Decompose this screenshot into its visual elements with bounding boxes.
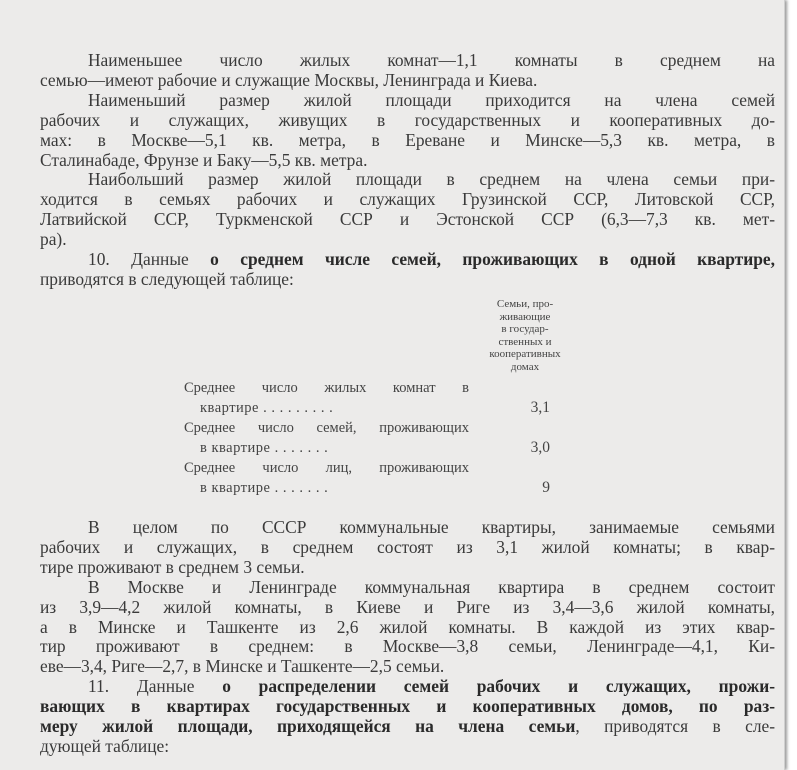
text-line	[88, 169, 775, 189]
text-segment: Наименьшее число жилых комнат—1,1 комнаты в среднем на	[88, 50, 775, 70]
text-segment: дующей таблице:	[40, 735, 170, 756]
text-segment: семью—имеют рабочие и служащие Москвы, Ленинграда и Киева.	[40, 69, 538, 90]
text-line	[40, 130, 775, 150]
text-line	[88, 676, 775, 696]
text-line	[88, 90, 775, 110]
row-label-cont: квартире . . . . . . . . .	[200, 400, 334, 416]
text-line	[88, 50, 775, 70]
text-line	[88, 577, 775, 597]
bold-text: о распределении семей рабочих и служащих, прожи-	[222, 676, 776, 697]
text-segment: Наибольший размер жилой площади в среднем на члена семьи при-	[88, 169, 775, 190]
row-value: 3,1	[530, 399, 550, 416]
text-segment: рабочих и служащих, в среднем состоят из 3,1 жилой комнаты; в квар-	[40, 536, 775, 557]
text-segment: 10. Данные	[88, 249, 211, 269]
text-segment: В Москве и Ленинграде коммунальная квартира в среднем состоит	[88, 576, 775, 597]
text-segment: Сталинабаде, Фрунзе и Баку—5,5 кв. метра.	[40, 149, 368, 170]
text-segment: Наименьший размер жилой площади приходится на члена семей	[88, 89, 775, 110]
row-label: Среднее число лиц, проживающих	[184, 460, 469, 476]
table-column-header: Семьи, про- живающие в государ- ственных и кооперативных домах	[489, 298, 561, 373]
text-line	[88, 249, 775, 269]
text-line	[40, 189, 775, 209]
text-line	[40, 209, 775, 229]
text-segment: ходится в семьях рабочих и служащих Грузинской ССР, Литовской ССР,	[40, 189, 775, 210]
row-label: Среднее число жилых комнат в	[184, 380, 469, 396]
row-label-cont: в квартире . . . . . . .	[200, 480, 329, 496]
text-line	[40, 696, 775, 716]
text-line	[40, 736, 775, 756]
text-line	[40, 150, 775, 170]
text-line	[40, 537, 775, 557]
text-line	[40, 557, 775, 577]
table-row	[184, 378, 469, 418]
text-segment: рабочих и служащих, живущих в государственных и кооперативных до-	[40, 109, 775, 130]
text-line	[40, 656, 775, 676]
text-line	[40, 716, 775, 736]
text-line	[88, 517, 775, 537]
text-line	[40, 110, 775, 130]
text-line	[40, 617, 775, 637]
text-segment: мах: в Москве—5,1 кв. метра, в Ереване и Минске—5,3 кв. метра, в	[40, 129, 775, 150]
text-line	[40, 229, 775, 249]
table-row	[184, 418, 469, 458]
text-segment: а в Минске и Ташкенте из 2,6 жилой комнаты. В каждой из этих квар-	[40, 616, 775, 637]
text-line	[40, 636, 775, 656]
text-segment: ра).	[40, 229, 67, 250]
bold-text: меру жилой площади, приходящейся на члена семьи	[40, 716, 576, 736]
text-line	[40, 597, 775, 617]
text-line	[40, 269, 775, 289]
text-segment: , приводятся в сле-	[575, 716, 776, 736]
text-line	[40, 70, 775, 90]
text-segment: тире проживают в среднем 3 семьи.	[40, 556, 305, 577]
text-segment: 11. Данные	[88, 676, 223, 697]
text-segment: приводятся в следующей таблице:	[40, 268, 294, 289]
row-label: Среднее число семей, проживающих	[184, 420, 469, 436]
table-row	[184, 458, 469, 498]
row-value: 9	[542, 479, 550, 496]
text-segment: из 3,9—4,2 жилой комнаты, в Киеве и Риге из 3,4—3,6 жилой комнаты,	[40, 596, 775, 617]
text-segment: Латвийской ССР, Туркменской ССР и Эстонской ССР (6,3—7,3 кв. мет-	[40, 209, 775, 230]
text-segment: тир проживают в среднем: в Москве—3,8 семьи, Ленинграде—4,1, Ки-	[40, 636, 775, 657]
bold-text: о среднем числе семей, проживающих в одной квартире,	[210, 249, 775, 269]
row-label-cont: в квартире . . . . . . .	[200, 440, 329, 456]
text-segment: В целом по СССР коммунальные квартиры, занимаемые семьями	[88, 517, 775, 537]
text-segment: еве—3,4, Риге—2,7, в Минске и Ташкенте—2,5 семьи.	[40, 656, 445, 677]
row-value: 3,0	[530, 439, 550, 456]
bold-text: вающих в квартирах государственных и кооперативных домов, по раз-	[40, 696, 775, 717]
